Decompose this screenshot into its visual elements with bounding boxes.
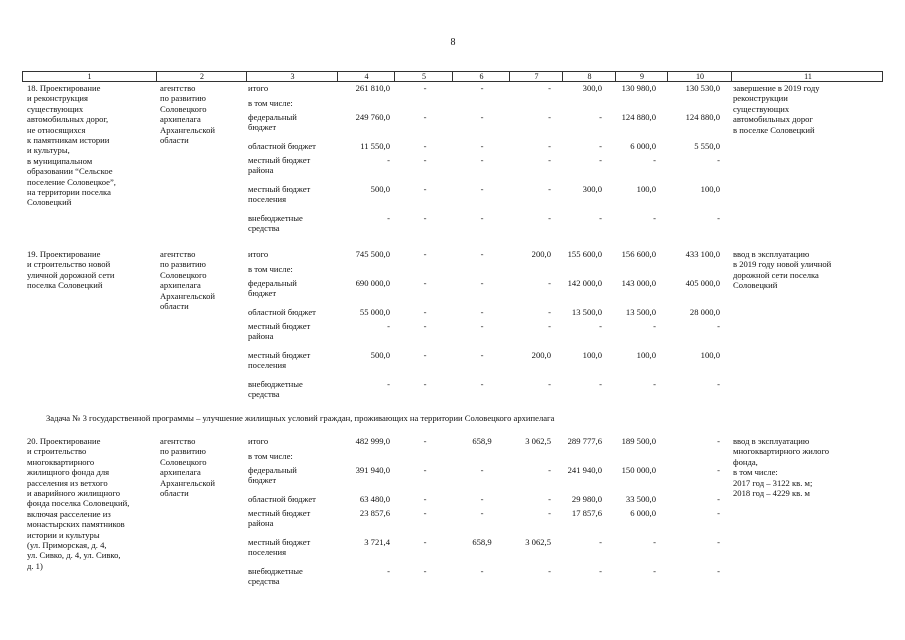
- funding-value: 55 000,0: [359, 307, 390, 317]
- funding-value: 100,0: [636, 350, 656, 360]
- funding-source-label: областной бюджет: [248, 307, 316, 317]
- funding-source-label: итого: [248, 83, 269, 93]
- funding-value: 200,0: [531, 350, 551, 360]
- funding-value: -: [480, 307, 484, 317]
- funding-value: -: [548, 379, 551, 389]
- funding-value: -: [548, 494, 551, 504]
- funding-value: -: [480, 83, 484, 93]
- project-name: 19. Проектирование и строительство новой уличной дорожной сети поселка Соловецкий: [27, 249, 115, 291]
- funding-value: 745 500,0: [355, 249, 390, 259]
- header-col-1: 1: [87, 72, 92, 81]
- funding-value: 241 940,0: [567, 465, 602, 475]
- funding-value: -: [423, 465, 427, 475]
- funding-value: 150 000,0: [621, 465, 656, 475]
- funding-value: -: [653, 155, 656, 165]
- funding-value: 100,0: [700, 350, 720, 360]
- funding-value: 155 600,0: [567, 249, 602, 259]
- funding-value: -: [423, 249, 427, 259]
- funding-value: -: [480, 141, 484, 151]
- funding-value: 130 530,0: [685, 83, 720, 93]
- funding-value: -: [480, 321, 484, 331]
- executor-agency: агентство по развитию Соловецкого архипелага Архангельской области: [160, 436, 215, 499]
- funding-value: -: [480, 494, 484, 504]
- funding-value: -: [548, 141, 551, 151]
- funding-value: -: [599, 141, 602, 151]
- funding-value: -: [548, 213, 551, 223]
- header-col-3: 3: [246, 72, 338, 82]
- funding-value: -: [480, 184, 484, 194]
- funding-source-label: итого: [248, 249, 269, 259]
- funding-source-label: итого: [248, 436, 269, 446]
- header-col-10: 10: [667, 72, 732, 82]
- funding-source-label: в том числе:: [248, 98, 293, 108]
- funding-value: 482 999,0: [355, 436, 390, 446]
- funding-value: 6 000,0: [630, 508, 656, 518]
- funding-value: -: [387, 155, 390, 165]
- funding-value: -: [717, 494, 720, 504]
- funding-source-label: областной бюджет: [248, 141, 316, 151]
- executor-agency: агентство по развитию Соловецкого архипелага Архангельской области: [160, 83, 215, 146]
- funding-value: 658,9: [472, 537, 492, 547]
- funding-value: -: [717, 155, 720, 165]
- funding-value: -: [423, 213, 427, 223]
- funding-value: -: [653, 321, 656, 331]
- funding-value: 500,0: [370, 350, 390, 360]
- funding-value: -: [423, 141, 427, 151]
- funding-value: -: [423, 321, 427, 331]
- funding-value: -: [548, 112, 551, 122]
- funding-value: -: [717, 537, 720, 547]
- funding-value: 300,0: [582, 184, 602, 194]
- funding-value: 29 980,0: [571, 494, 602, 504]
- funding-value: 189 500,0: [621, 436, 656, 446]
- funding-value: 289 777,6: [567, 436, 602, 446]
- funding-value: 433 100,0: [685, 249, 720, 259]
- funding-value: -: [423, 83, 427, 93]
- funding-value: -: [480, 213, 484, 223]
- funding-value: -: [423, 537, 427, 547]
- funding-value: 156 600,0: [621, 249, 656, 259]
- funding-value: 6 000,0: [630, 141, 656, 151]
- funding-value: -: [717, 566, 720, 576]
- funding-value: -: [717, 465, 720, 475]
- funding-value: -: [548, 184, 551, 194]
- funding-value: 142 000,0: [567, 278, 602, 288]
- funding-value: -: [717, 436, 720, 446]
- funding-value: -: [387, 379, 390, 389]
- funding-value: -: [480, 566, 484, 576]
- funding-source-label: местный бюджет поселения: [248, 184, 311, 205]
- funding-source-label: в том числе:: [248, 451, 293, 461]
- funding-value: 200,0: [531, 249, 551, 259]
- funding-value: -: [717, 321, 720, 331]
- funding-value: -: [423, 566, 427, 576]
- funding-value: 690 000,0: [355, 278, 390, 288]
- funding-value: -: [653, 537, 656, 547]
- funding-value: -: [717, 508, 720, 518]
- funding-value: -: [548, 278, 551, 288]
- funding-value: -: [423, 184, 427, 194]
- page-number: 8: [450, 37, 456, 48]
- funding-value: -: [423, 350, 427, 360]
- funding-value: -: [480, 350, 484, 360]
- funding-value: -: [548, 155, 551, 165]
- project-name: 20. Проектирование и строительство многоквартирного жилищного фонда для расселения из ветхого и аварийного жилищного фонда поселка Соловецкий, включая расселение из монастырских памятников истории и культуры (ул. Приморская, д. 4, ул. Сивко, д. 4, ул. Сивко, д. 1): [27, 436, 130, 571]
- funding-value: -: [653, 213, 656, 223]
- funding-source-label: внебюджетные средства: [248, 379, 303, 400]
- funding-value: 124 880,0: [685, 112, 720, 122]
- funding-value: 405 000,0: [685, 278, 720, 288]
- funding-value: -: [548, 465, 551, 475]
- funding-value: 100,0: [582, 350, 602, 360]
- funding-value: -: [480, 465, 484, 475]
- funding-value: 11 550,0: [360, 141, 390, 151]
- funding-value: 13 500,0: [625, 307, 656, 317]
- funding-value: 130 980,0: [621, 83, 656, 93]
- funding-value: -: [653, 379, 656, 389]
- funding-value: 28 000,0: [689, 307, 720, 317]
- funding-value: 17 857,6: [571, 508, 602, 518]
- expected-result: завершение в 2019 году реконструкции существующих автомобильных дорог в поселке Соловецкий: [733, 83, 820, 135]
- funding-source-label: в том числе:: [248, 264, 293, 274]
- funding-value: 249 760,0: [355, 112, 390, 122]
- funding-value: -: [480, 249, 484, 259]
- funding-value: 100,0: [700, 184, 720, 194]
- expected-result: ввод в эксплуатацию в 2019 году новой уличной дорожной сети поселка Соловецкий: [733, 249, 832, 291]
- funding-value: 63 480,0: [359, 494, 390, 504]
- header-col-5: 5: [394, 72, 453, 82]
- funding-value: -: [599, 566, 602, 576]
- funding-value: 124 880,0: [621, 112, 656, 122]
- funding-value: 143 000,0: [621, 278, 656, 288]
- funding-value: -: [423, 508, 427, 518]
- funding-source-label: местный бюджет поселения: [248, 350, 311, 371]
- funding-value: -: [423, 278, 427, 288]
- funding-value: -: [423, 436, 427, 446]
- funding-source-label: областной бюджет: [248, 494, 316, 504]
- funding-value: -: [480, 155, 484, 165]
- funding-value: 23 857,6: [359, 508, 390, 518]
- funding-value: -: [423, 379, 427, 389]
- header-col-4: 4: [337, 72, 395, 82]
- funding-value: -: [548, 321, 551, 331]
- header-col-7: 7: [509, 72, 563, 82]
- funding-value: -: [548, 566, 551, 576]
- funding-value: -: [480, 278, 484, 288]
- funding-value: -: [480, 112, 484, 122]
- funding-value: 658,9: [472, 436, 492, 446]
- funding-source-label: внебюджетные средства: [248, 566, 303, 587]
- funding-source-label: внебюджетные средства: [248, 213, 303, 234]
- funding-value: -: [717, 379, 720, 389]
- funding-value: -: [653, 566, 656, 576]
- header-col-9: 9: [615, 72, 668, 82]
- table-header-row: [22, 71, 883, 82]
- funding-value: -: [480, 379, 484, 389]
- funding-value: 13 500,0: [571, 307, 602, 317]
- funding-source-label: местный бюджет района: [248, 321, 311, 342]
- funding-value: 100,0: [636, 184, 656, 194]
- funding-value: -: [423, 307, 427, 317]
- header-col-2: 2: [156, 72, 247, 82]
- funding-source-label: федеральный бюджет: [248, 278, 297, 299]
- funding-source-label: местный бюджет поселения: [248, 537, 311, 558]
- funding-source-label: федеральный бюджет: [248, 112, 297, 133]
- funding-value: -: [387, 566, 390, 576]
- header-col-11: 11: [731, 72, 884, 82]
- funding-value: -: [599, 213, 602, 223]
- expected-result: ввод в эксплуатацию многоквартирного жилого фонда, в том числе: 2017 год – 3122 кв. м; 2018 год – 4229 кв. м: [733, 436, 830, 499]
- funding-value: 300,0: [582, 83, 602, 93]
- funding-value: -: [480, 508, 484, 518]
- funding-value: -: [423, 494, 427, 504]
- funding-value: -: [599, 155, 602, 165]
- funding-value: 5 550,0: [694, 141, 720, 151]
- funding-value: -: [599, 321, 602, 331]
- header-col-6: 6: [452, 72, 510, 82]
- funding-value: 500,0: [370, 184, 390, 194]
- project-name: 18. Проектирование и реконструкция существующих автомобильных дорог, не относящихся к памятникам истории и культуры, в муниципальном образовании “Сельское поселение Соловецкое”, на территории поселка Соловецкий: [27, 83, 116, 208]
- funding-value: 3 062,5: [525, 436, 551, 446]
- funding-value: -: [387, 213, 390, 223]
- funding-source-label: местный бюджет района: [248, 508, 311, 529]
- funding-value: 3 062,5: [525, 537, 551, 547]
- funding-value: -: [599, 112, 602, 122]
- funding-source-label: местный бюджет района: [248, 155, 311, 176]
- funding-value: 33 500,0: [625, 494, 656, 504]
- funding-value: 3 721,4: [364, 537, 390, 547]
- funding-value: 391 940,0: [355, 465, 390, 475]
- funding-source-label: федеральный бюджет: [248, 465, 297, 486]
- funding-value: -: [387, 321, 390, 331]
- funding-value: -: [548, 307, 551, 317]
- funding-value: -: [548, 508, 551, 518]
- header-col-8: 8: [562, 72, 616, 82]
- funding-value: 261 810,0: [355, 83, 390, 93]
- task-heading: Задача № 3 государственной программы – улучшение жилищных условий граждан, проживающих на территории Соловецкого архипелага: [46, 413, 555, 423]
- funding-value: -: [423, 155, 427, 165]
- funding-value: -: [548, 83, 551, 93]
- funding-value: -: [599, 379, 602, 389]
- funding-value: -: [717, 213, 720, 223]
- funding-value: -: [423, 112, 427, 122]
- funding-value: -: [599, 537, 602, 547]
- executor-agency: агентство по развитию Соловецкого архипелага Архангельской области: [160, 249, 215, 312]
